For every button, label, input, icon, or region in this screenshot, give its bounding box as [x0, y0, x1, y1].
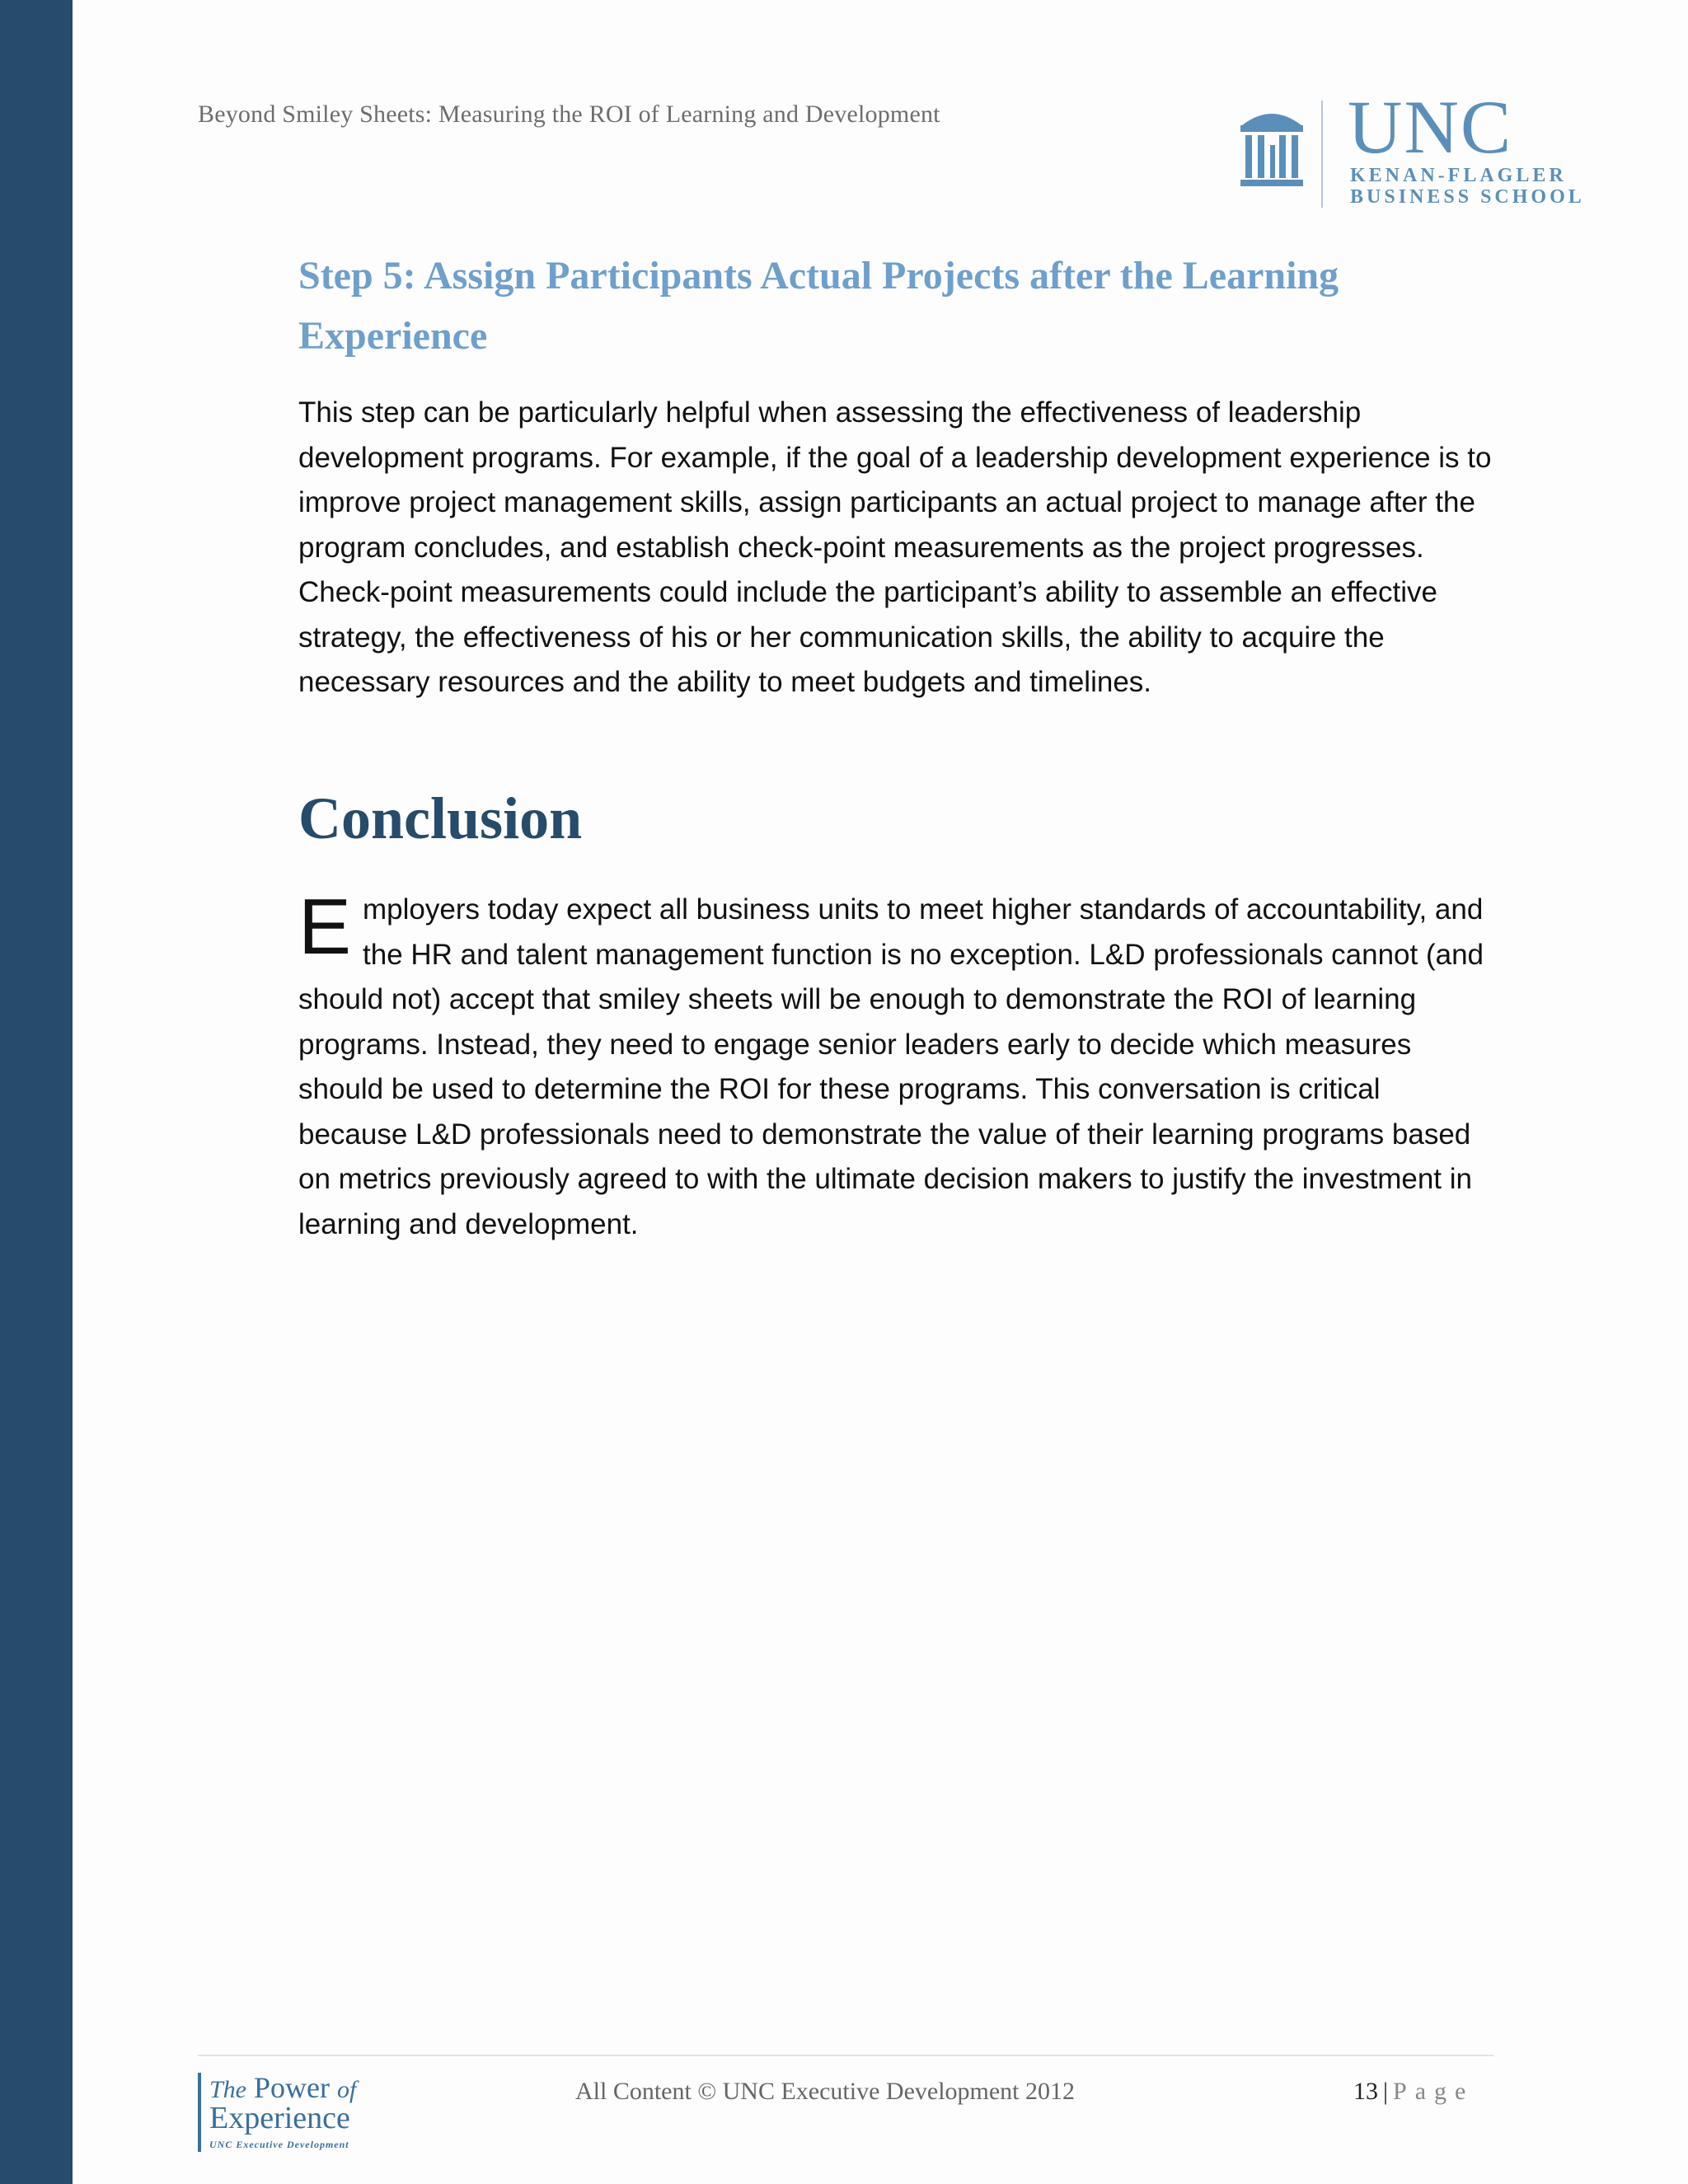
- footer-logo-tagline: UNC Executive Development: [209, 2139, 349, 2150]
- footer-logo-line-1: The Power of: [209, 2071, 357, 2104]
- footer-logo-bar: [198, 2073, 201, 2152]
- logo-line-1: KENAN-FLAGLER: [1350, 165, 1567, 186]
- logo-divider: [1321, 101, 1323, 208]
- drop-cap: E: [298, 883, 352, 971]
- power-of-experience-logo: [198, 2073, 387, 2155]
- step-5-heading: Step 5: Assign Participants Actual Projects after the Learning Experience: [298, 254, 1339, 358]
- footer-copyright: All Content © UNC Executive Development 2012: [575, 2078, 1076, 2105]
- unc-kenan-flagler-logo: [1232, 85, 1611, 213]
- conclusion-heading: Conclusion: [298, 785, 583, 851]
- footer-page-number: 13 | Page: [1353, 2078, 1475, 2105]
- footer-logo-line-2: Experience: [209, 2101, 350, 2135]
- old-well-icon: [1237, 101, 1306, 191]
- left-accent-bar: [0, 0, 73, 2184]
- conclusion-body: mployers today expect all business units to meet higher standards of accountability, and the HR and talent management function is no exception. L&D professionals cannot (and should not) accept that smiley sheets will be enough to demonstrate the ROI of learning programs. Instead, they need to engage senior leaders early to decide which measures should be used to determine the ROI for these programs. This conversation is critical because L&D professionals need to demonstrate the value of their learning programs based on metrics previously agreed to with the ultimate decision makers to justify the investment in learning and development.: [298, 893, 1484, 1240]
- conclusion-paragraph: [298, 883, 1493, 1247]
- logo-wordmark: UNC: [1348, 85, 1513, 169]
- step-5-paragraph: This step can be particularly helpful when assessing the effectiveness of leadership development programs. For example, if the goal of a leadership development experience is to improve project management skills, assign participants an actual project to manage after the program concludes, and establish check-point measurements as the project progresses. Check-point measurements could include the participant’s ability to assemble an effective strategy, the effectiveness of his or her communication skills, the ability to acquire the necessary resources and the ability to meet budgets and timelines.: [298, 396, 1492, 698]
- logo-line-2: BUSINESS SCHOOL: [1350, 186, 1585, 208]
- running-header-title: Beyond Smiley Sheets: Measuring the ROI of Learning and Development: [198, 101, 940, 128]
- footer-divider: [198, 2055, 1493, 2056]
